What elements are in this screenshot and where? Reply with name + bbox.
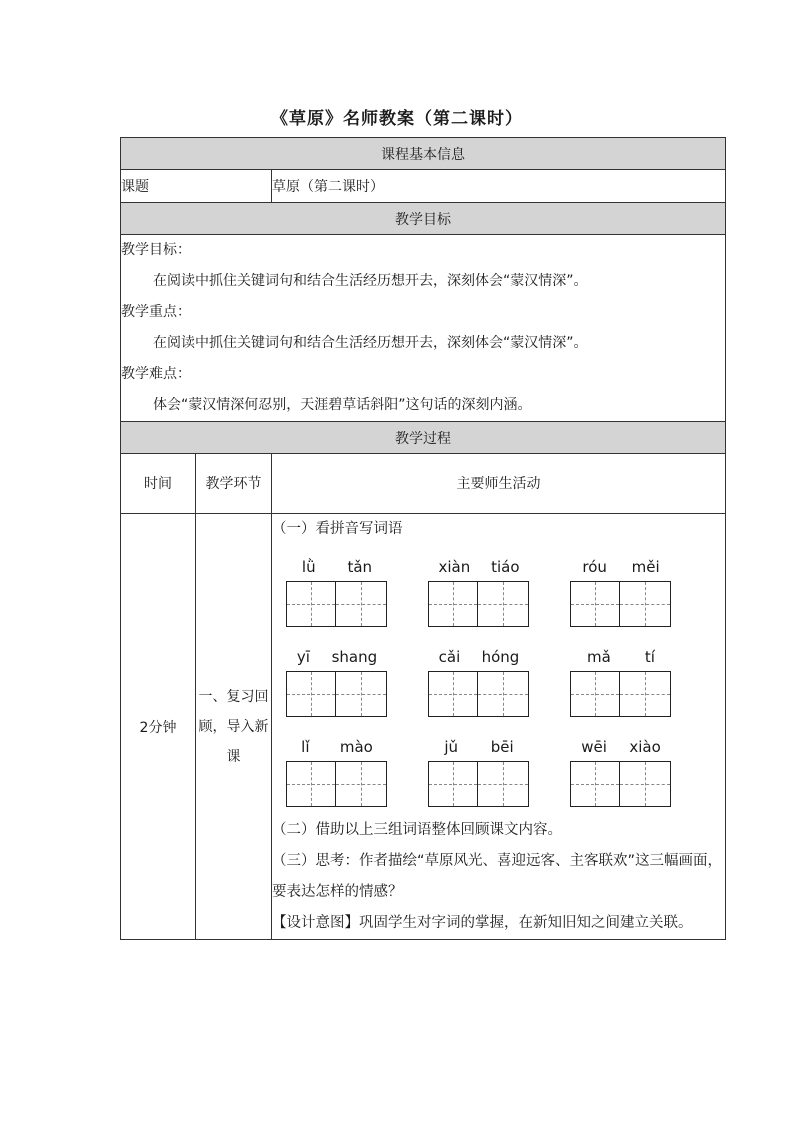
thinking-step-question: 要表达怎样的情感？ xyxy=(272,884,403,900)
writing-boxes xyxy=(428,581,530,627)
topic-value: 草原（第二课时） xyxy=(272,170,726,203)
key-point-text: 在阅读中抓住关键词句和结合生活经历想开去，深刻体会“蒙汉情深”。 xyxy=(153,335,588,351)
activity-column-header: 主要师生活动 xyxy=(272,454,726,514)
pinyin-syllable: mào xyxy=(339,738,373,756)
pinyin-label xyxy=(428,553,530,581)
process-header: 教学过程 xyxy=(121,422,726,454)
pinyin-syllable: měi xyxy=(631,558,660,576)
pinyin-word-group xyxy=(570,643,672,717)
design-intent: 【设计意图】巩固学生对字词的掌握，在新知旧知之间建立关联。 xyxy=(272,915,693,931)
thinking-step: （三）思考：作者描绘“草原风光、喜迎远客、主客联欢”这三幅画面， xyxy=(272,853,723,869)
objective-text: 在阅读中抓住关键词句和结合生活经历想开去，深刻体会“蒙汉情深”。 xyxy=(153,273,588,289)
key-point-label: 教学重点： xyxy=(121,304,191,320)
tianzige-writing-box xyxy=(620,671,671,717)
tianzige-writing-box xyxy=(336,581,387,627)
pinyin-syllable: tǎn xyxy=(347,558,373,576)
pinyin-label xyxy=(286,553,388,581)
tianzige-writing-box xyxy=(336,671,387,717)
pinyin-word-group xyxy=(428,553,530,627)
pinyin-label xyxy=(428,733,530,761)
pinyin-label xyxy=(570,643,672,671)
pinyin-syllable: shang xyxy=(331,648,378,666)
pinyin-syllable: cǎi xyxy=(438,648,461,666)
tianzige-writing-box xyxy=(428,761,478,807)
tianzige-writing-box xyxy=(286,581,336,627)
pinyin-syllable: mǎ xyxy=(587,648,611,666)
pinyin-label xyxy=(286,733,388,761)
row1-time: 2分钟 xyxy=(121,514,196,940)
writing-boxes xyxy=(428,761,530,807)
pinyin-syllable: yī xyxy=(296,648,310,666)
pinyin-label xyxy=(570,553,672,581)
pinyin-word-group xyxy=(286,733,388,807)
pinyin-label xyxy=(286,643,388,671)
row1-activities xyxy=(272,514,726,940)
writing-boxes xyxy=(286,581,388,627)
tianzige-writing-box xyxy=(478,581,529,627)
tianzige-writing-box xyxy=(570,671,620,717)
tianzige-writing-box xyxy=(620,581,671,627)
tianzige-writing-box xyxy=(428,671,478,717)
tianzige-writing-box xyxy=(620,761,671,807)
pinyin-word-group xyxy=(286,553,388,627)
pinyin-word-group xyxy=(428,643,530,717)
pinyin-syllable: lǐ xyxy=(301,738,310,756)
writing-boxes xyxy=(286,671,388,717)
goals-block xyxy=(121,235,726,422)
writing-boxes xyxy=(286,761,388,807)
pinyin-syllable: xiàn xyxy=(438,558,471,576)
stage-column-header: 教学环节 xyxy=(196,454,272,514)
tianzige-writing-box xyxy=(428,581,478,627)
pinyin-syllable: wēi xyxy=(581,738,607,756)
difficulty-label: 教学难点： xyxy=(121,366,191,382)
pinyin-syllable: tiáo xyxy=(491,558,520,576)
pinyin-word-group xyxy=(570,733,672,807)
pinyin-syllable: jǔ xyxy=(444,738,459,756)
pinyin-syllable: xiào xyxy=(629,738,661,756)
pinyin-syllable: bēi xyxy=(490,738,514,756)
pinyin-syllable: lǜ xyxy=(301,558,316,576)
objective-label: 教学目标： xyxy=(121,242,191,258)
writing-boxes xyxy=(570,581,672,627)
pinyin-syllable: hóng xyxy=(481,648,520,666)
pinyin-label xyxy=(428,643,530,671)
goals-header: 教学目标 xyxy=(121,203,726,235)
tianzige-writing-box xyxy=(478,761,529,807)
tianzige-writing-box xyxy=(570,581,620,627)
pinyin-exercise-intro: （一）看拼音写词语 xyxy=(272,521,403,537)
pinyin-word-group xyxy=(428,733,530,807)
topic-label: 课题 xyxy=(121,170,272,203)
writing-boxes xyxy=(570,761,672,807)
row1-stage: 一、复习回顾，导入新课 xyxy=(196,514,272,940)
pinyin-label xyxy=(570,733,672,761)
writing-boxes xyxy=(428,671,530,717)
pinyin-syllable: róu xyxy=(582,558,607,576)
pinyin-word-group xyxy=(286,643,388,717)
time-column-header: 时间 xyxy=(121,454,196,514)
tianzige-writing-box xyxy=(286,671,336,717)
tianzige-writing-box xyxy=(336,761,387,807)
pinyin-syllable: tí xyxy=(644,648,655,666)
document-title: 《草原》名师教案（第二课时） xyxy=(271,109,523,129)
difficulty-text: 体会“蒙汉情深何忍别，天涯碧草话斜阳”这句话的深刻内涵。 xyxy=(153,397,532,413)
tianzige-writing-box xyxy=(570,761,620,807)
basic-info-header: 课程基本信息 xyxy=(121,138,726,170)
tianzige-writing-box xyxy=(478,671,529,717)
pinyin-word-grid xyxy=(272,553,725,807)
review-step: （二）借助以上三组词语整体回顾课文内容。 xyxy=(272,822,562,838)
tianzige-writing-box xyxy=(286,761,336,807)
pinyin-word-group xyxy=(570,553,672,627)
lesson-plan-table xyxy=(120,137,726,940)
writing-boxes xyxy=(570,671,672,717)
